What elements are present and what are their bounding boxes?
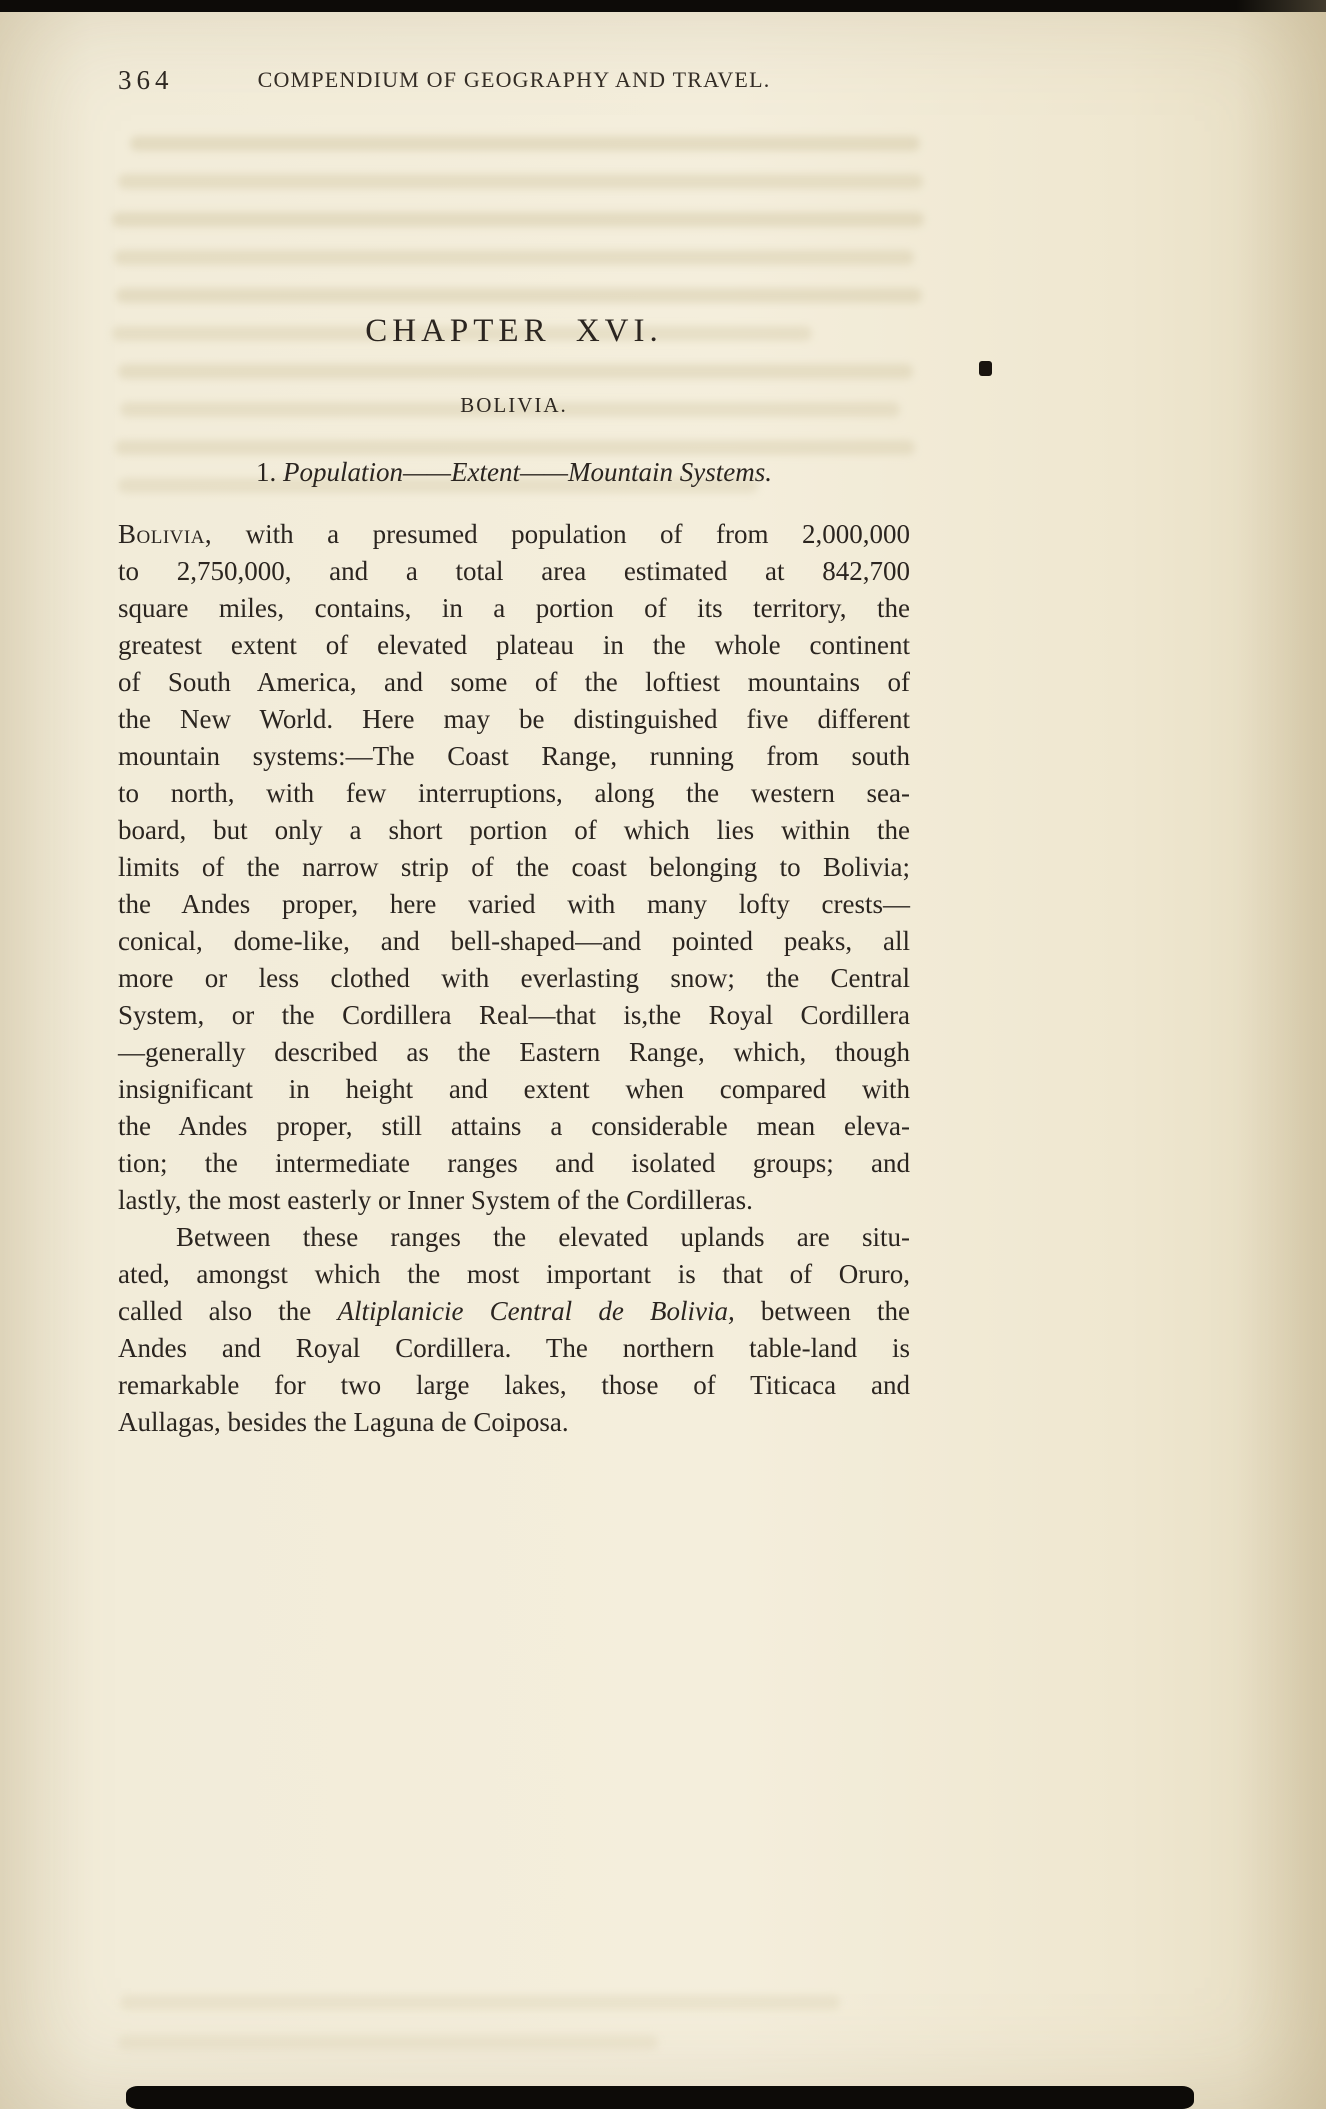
text-line: greatest extent of elevated plateau in the whole continent [118,630,910,660]
text-line: the Andes proper, still attains a considerable mean eleva- [118,1111,910,1141]
text-line: of South America, and some of the loftiest mountains of [118,667,910,697]
text-line: tion; the intermediate ranges and isolated groups; and [118,1148,910,1178]
chapter-subheading: BOLIVIA. [460,393,568,417]
ghost-text-line [114,250,914,265]
ghost-text-line [115,440,915,455]
body-text [118,516,910,1441]
text-line: insignificant in height and extent when compared with [118,1074,910,1104]
text-line: —generally described as the Eastern Range, which, though [118,1037,910,1067]
text-line [118,516,910,553]
ghost-text-line [118,174,923,189]
text-line [118,1293,910,1330]
page-gutter-shadow [1236,0,1326,2109]
text-segment: Bolivia, [118,519,213,549]
ghost-text-line [112,212,924,227]
ghost-text-line [118,364,913,379]
ghost-text-line [118,2035,658,2050]
text-line: mountain systems:—The Coast Range, running from south [118,741,910,771]
paragraph [118,1219,910,1441]
ghost-text-line [130,136,920,151]
text-line: square miles, contains, in a portion of its territory, the [118,593,910,623]
ghost-text-line [116,288,922,303]
text-line: the New World. Here may be distinguished five different [118,704,910,734]
margin-ink-mark [979,361,992,376]
text-line: limits of the narrow strip of the coast belonging to Bolivia; [118,852,910,882]
text-line: remarkable for two large lakes, those of Titicaca and [118,1370,910,1400]
running-title: COMPENDIUM OF GEOGRAPHY AND TRAVEL. [257,67,771,92]
text-segment: Population——Extent——Mountain Systems. [283,457,772,487]
text-line: to 2,750,000, and a total area estimated at 842,700 [118,556,910,586]
text-line: more or less clothed with everlasting snow; the Central [118,963,910,993]
section-title [118,457,910,488]
paragraph [118,516,910,1219]
text-segment: with a presumed population of from 2,000,000 [212,519,910,549]
text-segment: called also the [118,1296,338,1326]
text-line: the Andes proper, here varied with many lofty crests— [118,889,910,919]
text-line: Andes and Royal Cordillera. The northern table-land is [118,1333,910,1363]
text-line: to north, with few interruptions, along the western sea- [118,778,910,808]
text-segment: Altiplanicie Central de Bolivia, [337,1296,735,1326]
text-line: Aullagas, besides the Laguna de Coiposa. [118,1407,569,1437]
text-line: lastly, the most easterly or Inner System of the Cordilleras. [118,1185,753,1215]
page-number: 364 [118,65,174,95]
scan-edge-top [0,0,1326,12]
text-line: ated, amongst which the most important is that of Oruro, [118,1259,910,1289]
text-segment: 1. [256,457,284,487]
text-line: board, but only a short portion of which lies within the [118,815,910,845]
text-line: Between these ranges the elevated uplands are situ- [176,1222,910,1252]
running-header [118,63,910,97]
text-line: System, or the Cordillera Real—that is,the Royal Cordillera [118,1000,910,1030]
text-line: conical, dome-like, and bell-shaped—and pointed peaks, all [118,926,910,956]
chapter-heading: CHAPTER XVI. [365,313,663,349]
text-segment: between the [734,1296,911,1326]
ghost-text-line [120,1995,840,2010]
scan-edge-bottom [126,2086,1194,2109]
